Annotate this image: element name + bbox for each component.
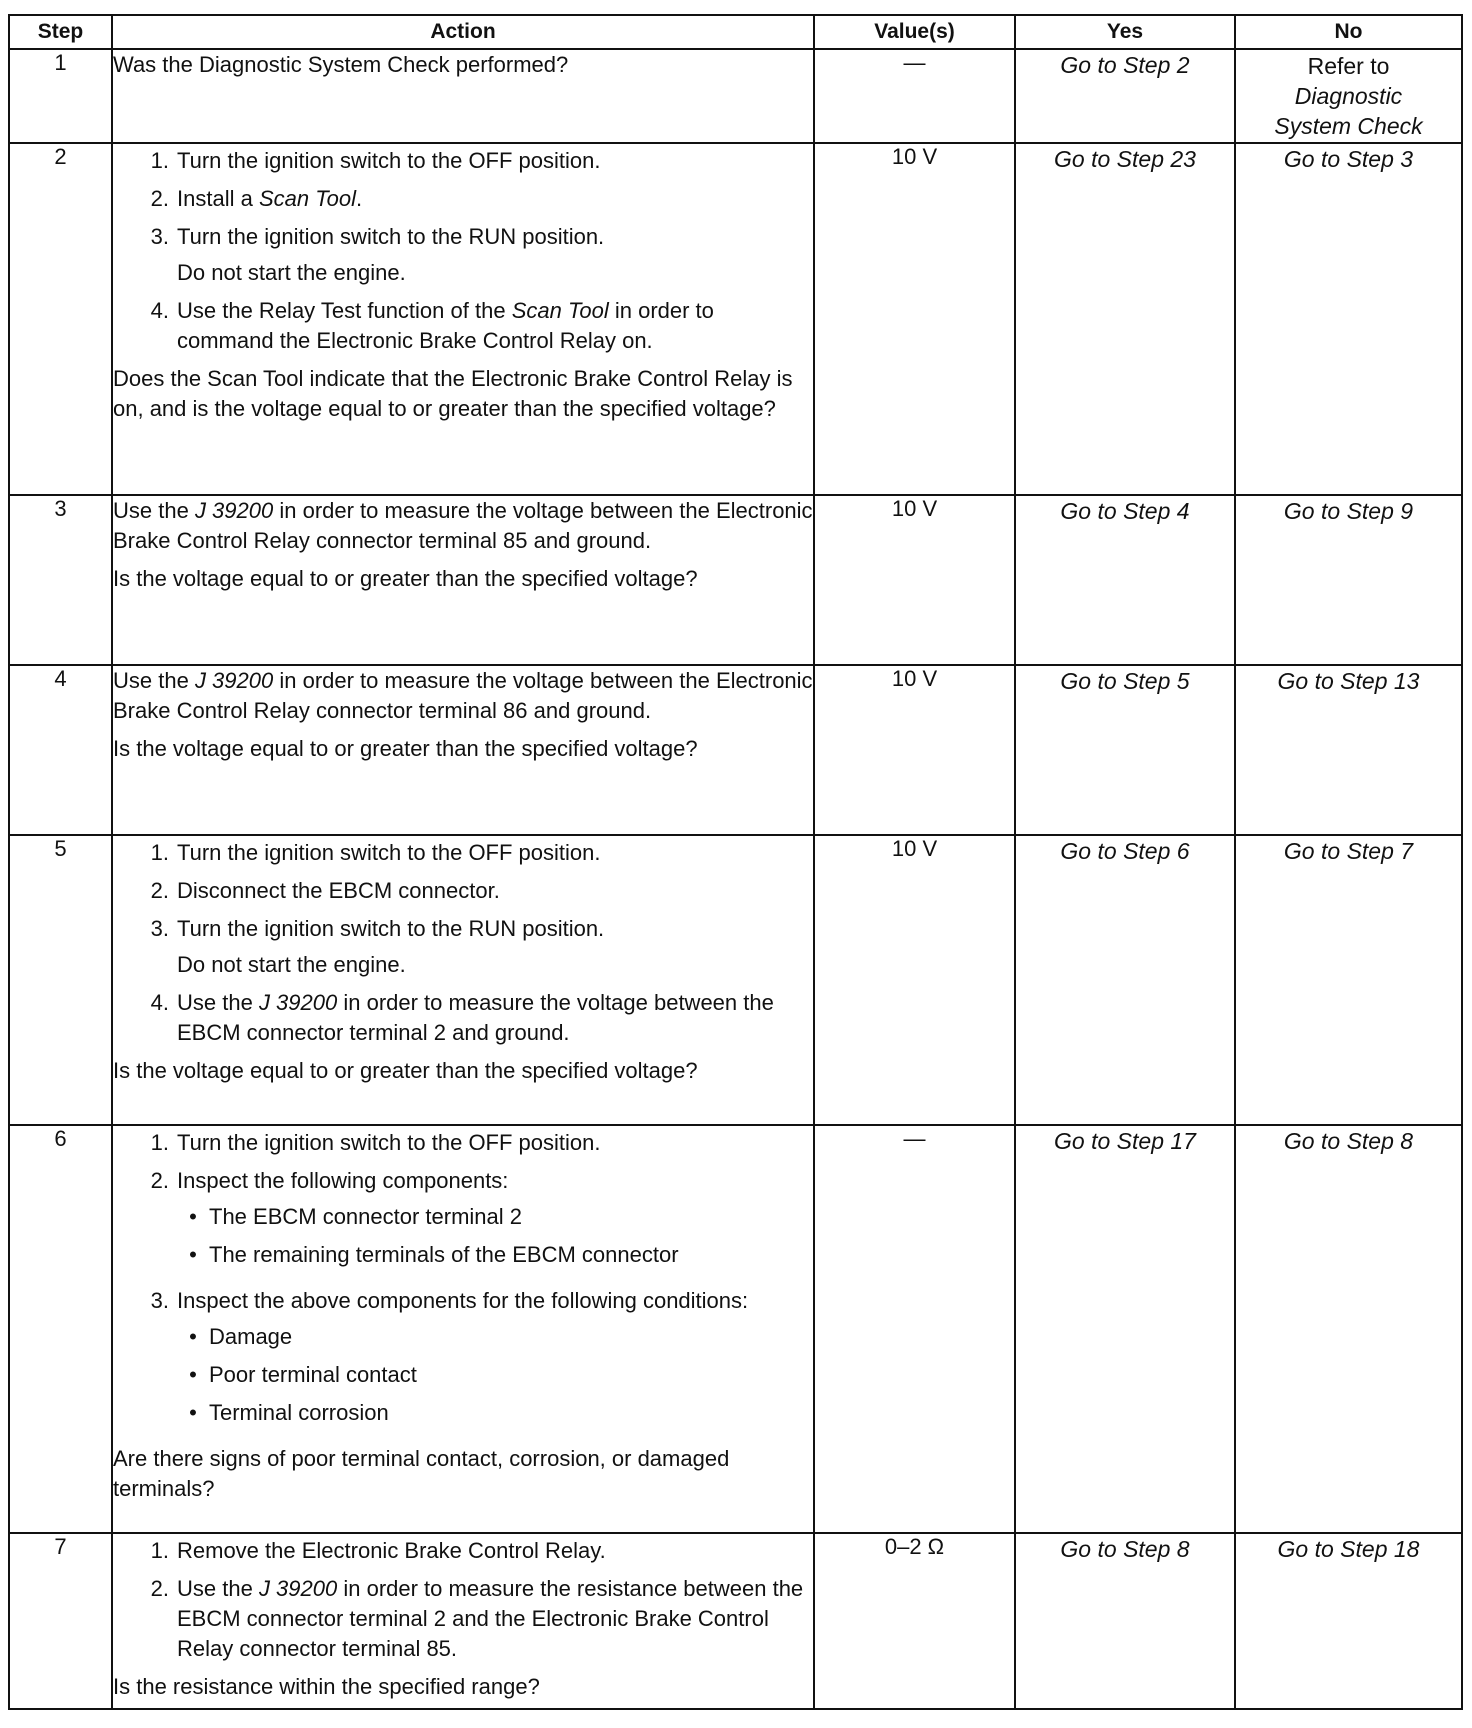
value-cell: 0–2 Ω bbox=[814, 1533, 1015, 1709]
question-text: Is the voltage equal to or greater than the specified voltage? bbox=[113, 566, 698, 591]
bullet-item: • Damage bbox=[189, 1324, 293, 1349]
step-number: 2 bbox=[9, 143, 112, 495]
instruction-list bbox=[113, 1128, 813, 1436]
value-cell: — bbox=[814, 49, 1015, 143]
instruction-list bbox=[113, 838, 813, 1048]
list-item: 3. Inspect the above components for the following conditions: • Damage • Poor terminal contact • Terminal corrosion bbox=[113, 1286, 813, 1436]
list-item: 4. Use the J 39200 in order to measure the voltage between the EBCM connector terminal 2 and ground. bbox=[150, 990, 774, 1045]
list-item: 1. Turn the ignition switch to the OFF position. bbox=[150, 840, 601, 865]
list-item: 2. Install a Scan Tool. bbox=[150, 186, 363, 211]
value-cell: 10 V bbox=[814, 143, 1015, 495]
bullet-item: • The remaining terminals of the EBCM connector bbox=[189, 1242, 679, 1267]
value-cell: 10 V bbox=[814, 495, 1015, 665]
bullet-item: • The EBCM connector terminal 2 bbox=[189, 1204, 523, 1229]
step-number: 1 bbox=[9, 49, 112, 143]
instruction-text: Use the J 39200 in order to measure the voltage between the Electronic Brake Control Relay connector terminal 85 and ground. bbox=[113, 498, 813, 553]
no-cell: Go to Step 7 bbox=[1235, 835, 1462, 1125]
yes-cell: Go to Step 2 bbox=[1015, 49, 1235, 143]
no-cell: Go to Step 3 bbox=[1235, 143, 1462, 495]
list-item: 1. Turn the ignition switch to the OFF position. bbox=[150, 1130, 601, 1155]
action-cell bbox=[112, 665, 814, 835]
step-number: 4 bbox=[9, 665, 112, 835]
action-cell bbox=[112, 1125, 814, 1533]
sub-note: Do not start the engine. bbox=[177, 260, 406, 285]
no-cell: Go to Step 18 bbox=[1235, 1533, 1462, 1709]
step-number: 5 bbox=[9, 835, 112, 1125]
list-item: 1. Remove the Electronic Brake Control Relay. bbox=[150, 1538, 606, 1563]
no-cell bbox=[1235, 49, 1462, 143]
instruction-list bbox=[113, 1536, 813, 1664]
table-row bbox=[9, 1125, 1462, 1533]
list-item: 1. Turn the ignition switch to the OFF position. bbox=[150, 148, 601, 173]
instruction-text: Use the J 39200 in order to measure the voltage between the Electronic Brake Control Relay connector terminal 86 and ground. bbox=[113, 668, 813, 723]
yes-cell: Go to Step 8 bbox=[1015, 1533, 1235, 1709]
yes-cell: Go to Step 5 bbox=[1015, 665, 1235, 835]
no-cell: Go to Step 13 bbox=[1235, 665, 1462, 835]
no-cell: Go to Step 8 bbox=[1235, 1125, 1462, 1533]
question-text: Does the Scan Tool indicate that the Electronic Brake Control Relay is on, and is the voltage equal to or greater than the specified voltage? bbox=[113, 366, 793, 421]
yes-cell: Go to Step 6 bbox=[1015, 835, 1235, 1125]
header-step: Step bbox=[9, 15, 112, 49]
step-number: 6 bbox=[9, 1125, 112, 1533]
header-action: Action bbox=[112, 15, 814, 49]
table-row bbox=[9, 1533, 1462, 1709]
header-values: Value(s) bbox=[814, 15, 1015, 49]
list-item: 2. Disconnect the EBCM connector. bbox=[150, 878, 500, 903]
no-line: System Check bbox=[1274, 113, 1423, 139]
diagnostic-table bbox=[8, 14, 1463, 1710]
header-yes: Yes bbox=[1015, 15, 1235, 49]
bullet-list bbox=[177, 1322, 813, 1428]
table-row bbox=[9, 835, 1462, 1125]
list-item: 3. Turn the ignition switch to the RUN position. bbox=[150, 916, 605, 941]
yes-cell: Go to Step 23 bbox=[1015, 143, 1235, 495]
action-cell bbox=[112, 1533, 814, 1709]
bullet-item: • Poor terminal contact bbox=[189, 1362, 417, 1387]
action-cell bbox=[112, 143, 814, 495]
list-item: 2. Use the J 39200 in order to measure the resistance between the EBCM connector terminal 2 and the Electronic Brake Control Relay connector terminal 85. bbox=[150, 1576, 804, 1661]
instruction-list bbox=[113, 146, 813, 356]
yes-cell: Go to Step 4 bbox=[1015, 495, 1235, 665]
question-text: Is the voltage equal to or greater than the specified voltage? bbox=[113, 736, 698, 761]
table-row bbox=[9, 49, 1462, 143]
list-item: 3. Turn the ignition switch to the RUN position. bbox=[150, 224, 605, 249]
question-text: Are there signs of poor terminal contact, corrosion, or damaged terminals? bbox=[113, 1446, 730, 1501]
sub-note: Do not start the engine. bbox=[177, 952, 406, 977]
action-cell bbox=[112, 495, 814, 665]
bullet-list bbox=[177, 1202, 813, 1270]
header-row bbox=[9, 15, 1462, 49]
step-number: 7 bbox=[9, 1533, 112, 1709]
bullet-item: • Terminal corrosion bbox=[189, 1400, 389, 1425]
action-cell bbox=[112, 49, 814, 143]
list-item: 2. Inspect the following components: • The EBCM connector terminal 2 • The remaining terminals of the EBCM connector bbox=[113, 1166, 813, 1278]
list-item: 4. Use the Relay Test function of the Scan Tool in order to command the Electronic Brake Control Relay on. bbox=[150, 298, 714, 353]
table-row bbox=[9, 495, 1462, 665]
question-text: Is the resistance within the specified range? bbox=[113, 1674, 540, 1699]
yes-cell: Go to Step 17 bbox=[1015, 1125, 1235, 1533]
question-text: Was the Diagnostic System Check performed? bbox=[113, 52, 569, 77]
value-cell: 10 V bbox=[814, 835, 1015, 1125]
question-text: Is the voltage equal to or greater than the specified voltage? bbox=[113, 1058, 698, 1083]
header-no: No bbox=[1235, 15, 1462, 49]
value-cell: — bbox=[814, 1125, 1015, 1533]
table-row bbox=[9, 665, 1462, 835]
no-cell: Go to Step 9 bbox=[1235, 495, 1462, 665]
action-cell bbox=[112, 835, 814, 1125]
no-line: Refer to bbox=[1307, 53, 1390, 79]
table-row bbox=[9, 143, 1462, 495]
step-number: 3 bbox=[9, 495, 112, 665]
value-cell: 10 V bbox=[814, 665, 1015, 835]
no-line: Diagnostic bbox=[1294, 83, 1403, 109]
